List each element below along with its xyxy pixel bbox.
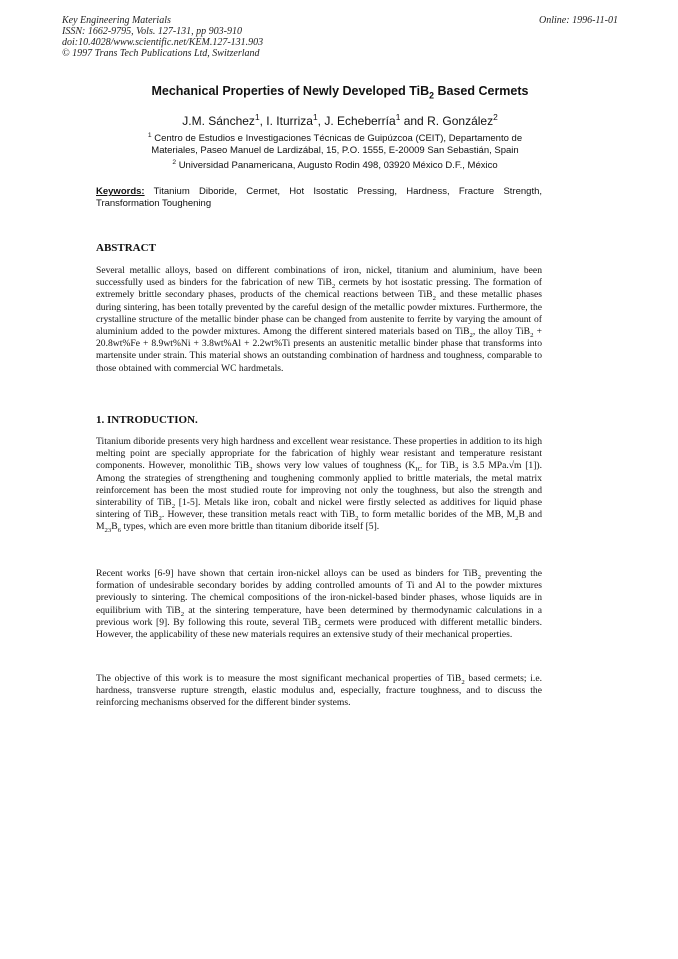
author-echeberria: J. Echeberría	[324, 114, 396, 128]
abstract-heading: ABSTRACT	[96, 242, 156, 254]
affiliation-1: $^1$ Centro de Estudios e Investigaciones Técnicas de Guipúzcoa (CEIT), Departamento de Materiales, Paseo Manuel de Lardizábal, 15, P.O. 1555, E-20009 San Sebastián, Spain	[147, 131, 523, 156]
keywords-label: Keywords:	[96, 186, 145, 197]
introduction-heading: 1. INTRODUCTION.	[96, 414, 198, 426]
copyright-line: © 1997 Trans Tech Publications Ltd, Switzerland	[62, 48, 260, 59]
author-sup: 1	[395, 112, 401, 122]
author-sup: 1	[254, 112, 260, 122]
title-text-pre: Mechanical Properties of Newly Developed TiB	[151, 84, 430, 98]
affiliation-2: $^2$ Universidad Panamericana, Augusto Rodin 498, 03920 México D.F., México	[172, 158, 498, 171]
online-date: Online: 1996-11-01	[539, 15, 618, 26]
affiliation-number: 1	[147, 131, 152, 139]
doi-line[interactable]: doi:10.4028/www.scientific.net/KEM.127-131.903	[62, 37, 264, 48]
intro-paragraph-1: Titanium diboride presents very high hardness and excellent wear resistance. These properties in addition to its high melting point are specially appropriate for the fabrication of highly wear resistant and temperature resistant components. However, monolithic TiB$_2$ shows very low values of toughness ($K_{IC}$ for TiB$_2$ is 3.5 MPa.√m [1]). Among the strategies of strengthening and toughening commonly applied to brittle materials, the metal matrix reinforcement has been the most studied route for improving not only the toughness, but also the strength and sinterability of TiB$_2$ [1-5]. Metals like iron, cobalt and nickel were firstly selected as additives for liquid phase sintering of TiB$_2$. However, these transition metals react with TiB$_2$ to form metallic borides of the MB, $M_2B$ and $M_{23}B_6$ types, which are even more brittle than titanium diboride itself [5].	[96, 436, 543, 535]
author-sup: 2	[493, 112, 498, 122]
affiliation-number: 2	[172, 158, 177, 166]
author-iturriza: I. Iturriza	[266, 114, 313, 128]
author-sanchez: J.M. Sánchez	[182, 114, 255, 128]
title-text-post: Based Cermets	[434, 84, 529, 98]
keywords-text: Titanium Diboride, Cermet, Hot Isostatic Pressing, Hardness, Fracture Strength, Transformation Toughening	[96, 186, 543, 209]
author-list: J.M. Sánchez$^1$, I. Iturriza$^1$, J. Echeberría$^1$ and R. González$^2$	[182, 112, 498, 128]
journal-header	[62, 15, 618, 59]
issn-line: ISSN: 1662-9795, Vols. 127-131, pp 903-910	[62, 26, 242, 37]
paper-title	[100, 84, 580, 99]
intro-paragraph-3: The objective of this work is to measure the most significant mechanical properties of TiB$_2$ based cermets; i.e. hardness, transverse rupture strength, elastic modulus and, especially, fracture toughness, and to discuss the reinforcing mechanisms observed for the different binder systems.	[96, 673, 542, 709]
author-gonzalez: R. González	[427, 114, 494, 128]
journal-name: Key Engineering Materials	[62, 15, 171, 26]
abstract-paragraph: Several metallic alloys, based on different combinations of iron, nickel, titanium and aluminium, have been successfully used as binders for the fabrication of new TiB$_2$ cermets by hot isostatic pressing. The formation of extremely brittle secondary phases, products of the chemical reactions between TiB$_2$ and these metallic phases during sintering, has been totally prevented by the careful design of the metallic powder mixtures. Furthermore, the crystalline structure of the metallic binder phase can be changed from austenite to ferrite by varying the amount of aluminium added to the powder mixtures. Among the different sintered materials based on TiB$_2$, the alloy TiB$_2$ + 20.8wt%Fe + 8.9wt%Ni + 3.8wt%Al + 2.2wt%Ti presents an austenitic metallic binder phase that transforms into martensite under strain. This material shows an outstanding combination of hardness and toughness, comparable to those obtained with commercial WC hardmetals.	[96, 265, 542, 374]
intro-paragraph-2: Recent works [6-9] have shown that certain iron-nickel alloys can be used as binders for TiB$_2$ preventing the formation of undesirable secondary borides by adding controlled amounts of Ti and Al to the powder mixtures previously to sintering. The chemical compositions of the iron-nickel-based binder phases, whose liquids are in equilibrium with TiB$_2$ at the sintering temperature, have been determined by thermodynamic calculations in a previous work [9]. By following this route, several TiB$_2$ cermets were produced with different metallic binders. However, the applicability of these new materials requires an extensive study of their mechanical properties.	[96, 568, 543, 641]
keywords	[96, 186, 542, 210]
title-subscript: 2	[429, 90, 434, 101]
author-sup: 1	[312, 112, 318, 122]
